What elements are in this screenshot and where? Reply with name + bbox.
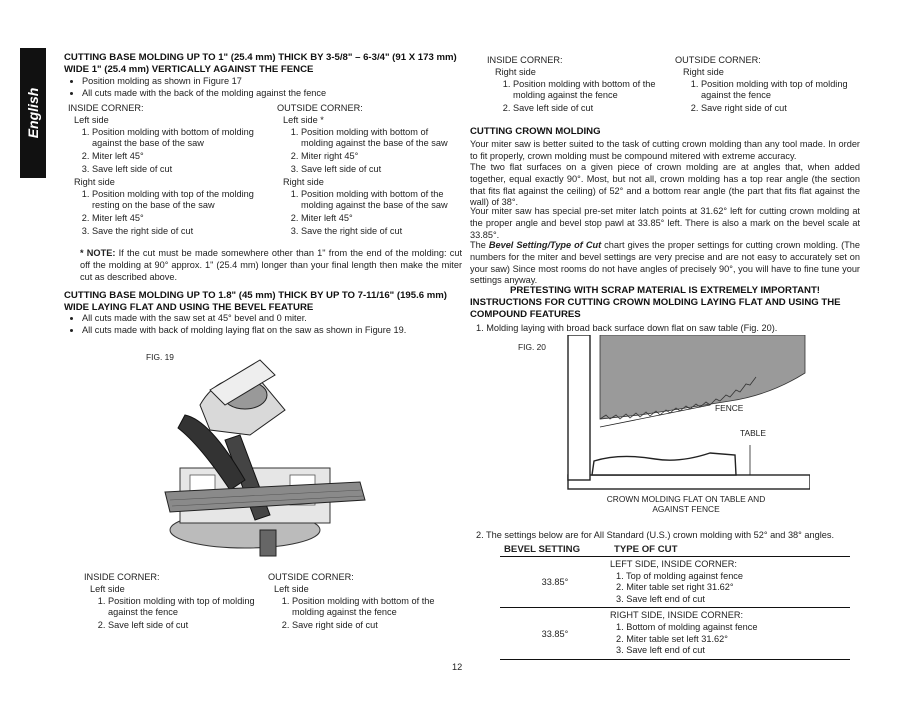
right-side-label: Right side bbox=[495, 66, 536, 77]
left-side-label: Left side bbox=[274, 583, 309, 594]
right-side-label: Right side bbox=[74, 176, 115, 187]
right-side-label: Right side bbox=[683, 66, 724, 77]
note bbox=[80, 248, 462, 283]
inside-corner-heading: INSIDE CORNER: bbox=[68, 103, 144, 113]
fig19-inside-corner-block bbox=[84, 572, 264, 633]
settings-table bbox=[500, 543, 850, 660]
inside-corner-heading: INSIDE CORNER: bbox=[487, 55, 563, 65]
fig19-label: FIG. 19 bbox=[146, 352, 174, 362]
step: 2. Save left side of cut bbox=[513, 103, 672, 115]
step: 1. Position molding with top of the molding resting on the base of the saw bbox=[92, 189, 268, 213]
outside-corner-heading: OUTSIDE CORNER: bbox=[277, 103, 363, 113]
steps-list bbox=[681, 79, 865, 115]
cut-step: 3. Save left end of cut bbox=[616, 645, 705, 656]
table-row bbox=[500, 608, 850, 659]
left-side-label: Left side bbox=[90, 583, 125, 594]
crown-paragraph-2: The two flat surfaces on a given piece of crown molding are at angles that, when added together, equal exactly 90°. Most, but not all, crown molding has a top rear angle (the section that fits flat against the ceiling) of 52° and a bottom rear angle (the part that fits flat against the wall) of 38°. bbox=[470, 162, 860, 208]
crown-paragraph-1: Your miter saw is better suited to the task of cutting crown molding than any tool made. In order to fit properly, crown molding must be compound mitered with extreme accuracy. bbox=[470, 139, 860, 161]
base-molding-vertical-heading: CUTTING BASE MOLDING UP TO 1" (25.4 mm) THICK BY 3-5/8" – 6-3/4" (91 X 173 mm) WIDE 1" (25.4 mm) VERTICALLY AGAINST THE FENCE bbox=[64, 52, 457, 75]
step: 1. Position molding with bottom of the molding against the fence bbox=[513, 79, 672, 103]
note-label: * NOTE: bbox=[80, 248, 116, 258]
chart-reference: Bevel Setting/Type of Cut bbox=[488, 240, 602, 250]
step: 3. Save left side of cut bbox=[301, 164, 462, 176]
step-1: 1. Molding laying with broad back surface down flat on saw table (Fig. 20). bbox=[476, 323, 778, 333]
right-outside-corner-block bbox=[675, 55, 865, 116]
fig19-outside-corner-block bbox=[268, 572, 458, 633]
type-of-cut bbox=[610, 610, 850, 656]
steps-list bbox=[272, 596, 458, 632]
table-label: TABLE bbox=[740, 428, 766, 438]
p4-post: chart gives the proper settings for cutting crown molding. (The numbers for the miter and bevel settings are very precise and are not easy to accurately set on your saw) Since most rooms do not have angles of precisely 90°, you will have to fine tune your settings anyway. bbox=[470, 240, 860, 286]
bevel-value: 33.85° bbox=[541, 628, 569, 639]
crown-paragraph-4 bbox=[470, 240, 860, 287]
steps-list bbox=[72, 127, 268, 176]
step: 1. Position molding with bottom of the molding against the fence bbox=[292, 596, 458, 620]
steps-list bbox=[493, 79, 672, 115]
caption-line: CROWN MOLDING FLAT ON TABLE AND bbox=[606, 494, 766, 504]
step: 1. Position molding with top of molding against the fence bbox=[701, 79, 865, 103]
p4-pre: The bbox=[470, 240, 489, 250]
bevel-value: 33.85° bbox=[541, 577, 569, 588]
miter-saw-illustration bbox=[150, 350, 380, 565]
left-side-label: Left side bbox=[74, 114, 109, 125]
flat-bullets bbox=[64, 313, 477, 337]
cut-step: 1. Bottom of molding against fence bbox=[616, 621, 758, 632]
step: 3. Save the right side of cut bbox=[301, 226, 462, 238]
table-header bbox=[500, 543, 850, 557]
fig20-caption bbox=[596, 494, 776, 514]
cut-step: 3. Save left end of cut bbox=[616, 593, 705, 604]
pretesting-warning: PRETESTING WITH SCRAP MATERIAL IS EXTREMELY IMPORTANT! bbox=[509, 285, 821, 296]
step: 3. Save left side of cut bbox=[92, 164, 268, 176]
step: 1. Position molding with bottom of molding against the base of the saw bbox=[301, 127, 462, 151]
step: 2. Save right side of cut bbox=[701, 103, 865, 115]
vertical-bullets bbox=[64, 76, 472, 100]
outside-corner-heading: OUTSIDE CORNER: bbox=[268, 572, 354, 582]
bullet: • All cuts made with the back of the molding against the fence bbox=[82, 88, 472, 100]
bullet: • Position molding as shown in Figure 17 bbox=[82, 76, 472, 88]
step: 1. Position molding with top of molding against the fence bbox=[108, 596, 264, 620]
right-side-label: Right side bbox=[283, 176, 324, 187]
table-row bbox=[500, 557, 850, 608]
step-2: 2. The settings below are for All Standard (U.S.) crown molding with 52° and 38° angles. bbox=[476, 530, 835, 540]
language-tab bbox=[20, 48, 46, 178]
right-inside-corner-block bbox=[487, 55, 672, 116]
cut-title: LEFT SIDE, INSIDE CORNER: bbox=[610, 559, 737, 569]
step: 3. Save the right side of cut bbox=[92, 226, 268, 238]
inside-corner-heading: INSIDE CORNER: bbox=[84, 572, 160, 582]
bullet: • All cuts made with the saw set at 45° bevel and 0 miter. bbox=[82, 313, 477, 325]
step: 1. Position molding with bottom of molding against the base of the saw bbox=[92, 127, 268, 151]
step: 2. Miter left 45° bbox=[301, 213, 462, 225]
steps-list bbox=[281, 127, 462, 176]
step: 2. Save left side of cut bbox=[108, 620, 264, 632]
step: 1. Position molding with bottom of the molding against the base of the saw bbox=[301, 189, 462, 213]
steps-list bbox=[72, 189, 268, 238]
step: 2. Save right side of cut bbox=[292, 620, 458, 632]
type-of-cut-header: TYPE OF CUT bbox=[614, 544, 678, 555]
type-of-cut bbox=[610, 559, 850, 605]
base-molding-flat-heading: CUTTING BASE MOLDING UP TO 1.8" (45 mm) THICK BY UP TO 7-11/16" (195.6 mm) WIDE LAYING FLAT AND USING THE BEVEL FEATURE bbox=[64, 290, 447, 313]
cut-step: 1. Top of molding against fence bbox=[616, 570, 744, 581]
bevel-setting-header: BEVEL SETTING bbox=[504, 544, 581, 555]
step: 2. Miter right 45° bbox=[301, 151, 462, 163]
step: 2. Miter left 45° bbox=[92, 151, 268, 163]
fence-label: FENCE bbox=[715, 403, 744, 413]
crown-paragraph-3: Your miter saw has special pre-set miter latch points at 31.62° left for cutting crown molding at the proper angle and bevel stop pawl at 33.85° left. There is also a mark on the bevel scale at 33.85°. bbox=[470, 206, 860, 240]
cut-step: 2. Miter table set left 31.62° bbox=[616, 633, 728, 644]
crown-molding-diagram bbox=[560, 335, 810, 495]
bullet: • All cuts made with back of molding laying flat on the saw as shown in Figure 19. bbox=[82, 325, 477, 337]
steps-list bbox=[88, 596, 264, 632]
left-side-label: Left side * bbox=[283, 114, 324, 125]
outside-corner-block bbox=[277, 103, 462, 239]
crown-molding-heading: CUTTING CROWN MOLDING bbox=[470, 126, 601, 137]
outside-corner-heading: OUTSIDE CORNER: bbox=[675, 55, 761, 65]
fig20-label: FIG. 20 bbox=[518, 342, 546, 352]
page-number: 12 bbox=[452, 662, 463, 672]
cut-title: RIGHT SIDE, INSIDE CORNER: bbox=[610, 610, 744, 621]
cut-step: 2. Miter table set right 31.62° bbox=[616, 582, 734, 593]
steps-list bbox=[281, 189, 462, 238]
instructions-heading: INSTRUCTIONS FOR CUTTING CROWN MOLDING LAYING FLAT AND USING THE COMPOUND FEATURES bbox=[470, 297, 841, 320]
note-text: If the cut must be made somewhere other than 1" from the end of the molding: cut off the molding at 90° approx. 1" (25.4 mm) longer than your final length then make the miter cut as described above. bbox=[80, 248, 462, 282]
language-tab-label: English bbox=[25, 87, 41, 139]
step: 2. Miter left 45° bbox=[92, 213, 268, 225]
inside-corner-block bbox=[68, 103, 268, 239]
caption-line: AGAINST FENCE bbox=[652, 504, 720, 514]
